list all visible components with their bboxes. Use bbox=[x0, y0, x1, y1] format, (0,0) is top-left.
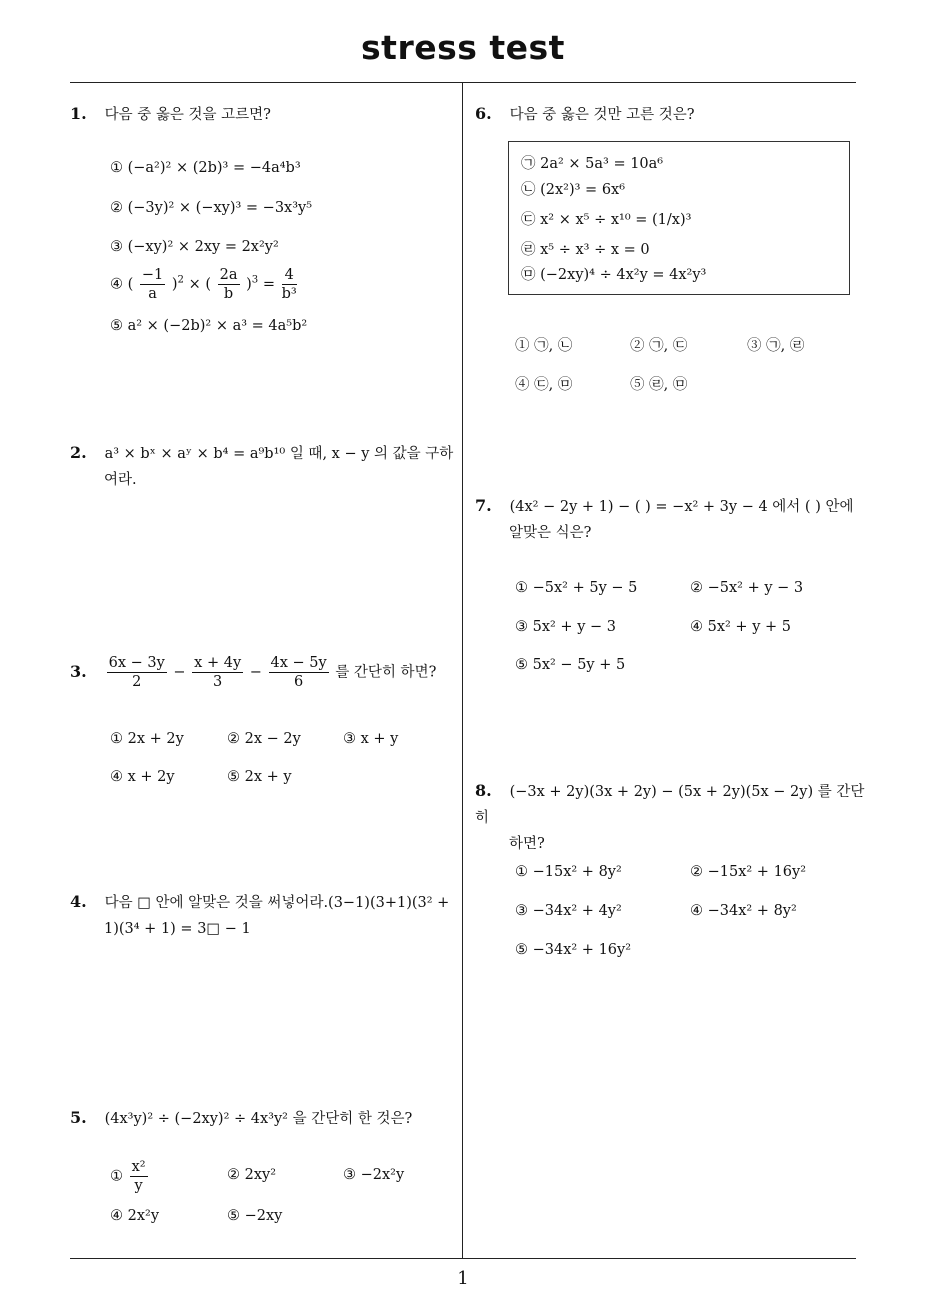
header-rule bbox=[70, 82, 856, 83]
question-text: 다음 중 옳은 것을 고르면? bbox=[104, 107, 271, 123]
question-7 bbox=[475, 493, 865, 546]
option-5[interactable]: ⑤ −34x² + 16y² bbox=[515, 942, 632, 958]
question-text: 를 간단히 하면? bbox=[335, 664, 437, 681]
statement: ㉡ (2x²)³ = 6x⁶ bbox=[521, 182, 626, 198]
option-5[interactable]: ⑤ ㉣, ㉤ bbox=[630, 377, 688, 393]
option-4[interactable]: ④ x + 2y bbox=[110, 769, 175, 785]
option-2[interactable]: ② −15x² + 16y² bbox=[690, 864, 807, 880]
option-1[interactable]: ① 2x + 2y bbox=[110, 731, 184, 747]
option-4[interactable]: ④ 2x²y bbox=[110, 1208, 160, 1224]
statement: ㉢ x² × x⁵ ÷ x¹⁰ = (1/x)³ bbox=[521, 212, 692, 228]
question-text: (−3x + 2y)(3x + 2y) − (5x + 2y)(5x − 2y) 를 간단히 bbox=[475, 784, 865, 826]
question-text-cont: 알맞은 식은? bbox=[509, 525, 592, 541]
question-number: 8. bbox=[475, 781, 492, 800]
question-3: 3. $\frac{6x - 3y}{2}$ − $\frac{x + 4y}{3}$ − $\frac{4x - 5y}{6}$ 를 간단히 하면? bbox=[70, 655, 437, 690]
question-number: 6. bbox=[475, 104, 492, 123]
question-text-cont: 하면? bbox=[509, 836, 545, 852]
question-6 bbox=[475, 101, 860, 128]
option-4[interactable]: ④ −34x² + 8y² bbox=[690, 903, 797, 919]
option-4[interactable]: ④ 5x² + y + 5 bbox=[690, 619, 791, 635]
question-4 bbox=[70, 889, 460, 942]
question-text: 다음 중 옳은 것만 고른 것은? bbox=[509, 107, 695, 123]
option-1[interactable]: ① ㉠, ㉡ bbox=[515, 338, 573, 354]
option-1[interactable]: ① (−a²)² × (2b)³ = −4a⁴b³ bbox=[110, 160, 301, 176]
option-2[interactable]: ② 2xy² bbox=[227, 1167, 277, 1183]
option-2[interactable]: ② (−3y)² × (−xy)³ = −3x³y⁵ bbox=[110, 200, 313, 216]
column-divider bbox=[462, 83, 463, 1259]
option-3[interactable]: ③ ㉠, ㉣ bbox=[747, 338, 805, 354]
option-5[interactable]: ⑤ 2x + y bbox=[227, 769, 292, 785]
question-8 bbox=[475, 778, 865, 857]
page-number: 1 bbox=[457, 1268, 469, 1289]
option-1[interactable]: ① −5x² + 5y − 5 bbox=[515, 580, 638, 596]
question-text: (4x³y)² ÷ (−2xy)² ÷ 4x³y² 을 간단히 한 것은? bbox=[104, 1111, 413, 1127]
question-text: 다음 □ 안에 알맞은 것을 써넣어라.(3−1)(3+1)(3² + bbox=[104, 895, 450, 911]
option-1[interactable]: ① −15x² + 8y² bbox=[515, 864, 622, 880]
question-number: 2. bbox=[70, 443, 87, 462]
option-2[interactable]: ② ㉠, ㉢ bbox=[630, 338, 688, 354]
question-5 bbox=[70, 1105, 460, 1132]
question-number: 5. bbox=[70, 1108, 87, 1127]
option-5[interactable]: ⑤ 5x² − 5y + 5 bbox=[515, 657, 626, 673]
statement: ㉠ 2a² × 5a³ = 10a⁶ bbox=[521, 156, 664, 172]
question-text-cont: 1)(3⁴ + 1) = 3□ − 1 bbox=[104, 921, 251, 937]
option-5[interactable]: ⑤ a² × (−2b)² × a³ = 4a⁵b² bbox=[110, 318, 308, 334]
statement: ㉤ (−2xy)⁴ ÷ 4x²y = 4x²y³ bbox=[521, 267, 707, 283]
question-text: (4x² − 2y + 1) − ( ) = −x² + 3y − 4 에서 ( ) 안에 bbox=[509, 499, 854, 515]
question-number: 1. bbox=[70, 104, 87, 123]
option-3[interactable]: ③ 5x² + y − 3 bbox=[515, 619, 616, 635]
question-2 bbox=[70, 440, 460, 493]
question-text-cont: 여라. bbox=[104, 472, 137, 488]
question-number: 7. bbox=[475, 496, 492, 515]
option-3[interactable]: ③ −34x² + 4y² bbox=[515, 903, 622, 919]
option-5[interactable]: ⑤ −2xy bbox=[227, 1208, 283, 1224]
statement: ㉣ x⁵ ÷ x³ ÷ x = 0 bbox=[521, 242, 650, 258]
question-number: 4. bbox=[70, 892, 87, 911]
footer-rule bbox=[70, 1258, 856, 1259]
option-4[interactable]: ④ ( $\frac{-1}{a}$ )$^2$ × ( $\frac{2a}{b}$ )$^3$ = $\frac{4}{\text{b³}}$ bbox=[110, 267, 297, 302]
option-3[interactable]: ③ x + y bbox=[343, 731, 399, 747]
page-title: stress test bbox=[361, 28, 565, 67]
option-3[interactable]: ③ −2x²y bbox=[343, 1167, 405, 1183]
option-3[interactable]: ③ (−xy)² × 2xy = 2x²y² bbox=[110, 239, 279, 255]
option-2[interactable]: ② −5x² + y − 3 bbox=[690, 580, 804, 596]
question-text: a³ × bˣ × aʸ × b⁴ = a⁹b¹⁰ 일 때, x − y 의 값을 구하 bbox=[104, 446, 454, 462]
question-1 bbox=[70, 101, 460, 128]
option-4[interactable]: ④ ㉢, ㉤ bbox=[515, 377, 573, 393]
option-2[interactable]: ② 2x − 2y bbox=[227, 731, 301, 747]
question-number: 3. bbox=[70, 661, 87, 681]
option-1[interactable]: ① $\frac{\text{x²}}{y}$ bbox=[110, 1159, 146, 1194]
statements-box bbox=[508, 141, 850, 295]
